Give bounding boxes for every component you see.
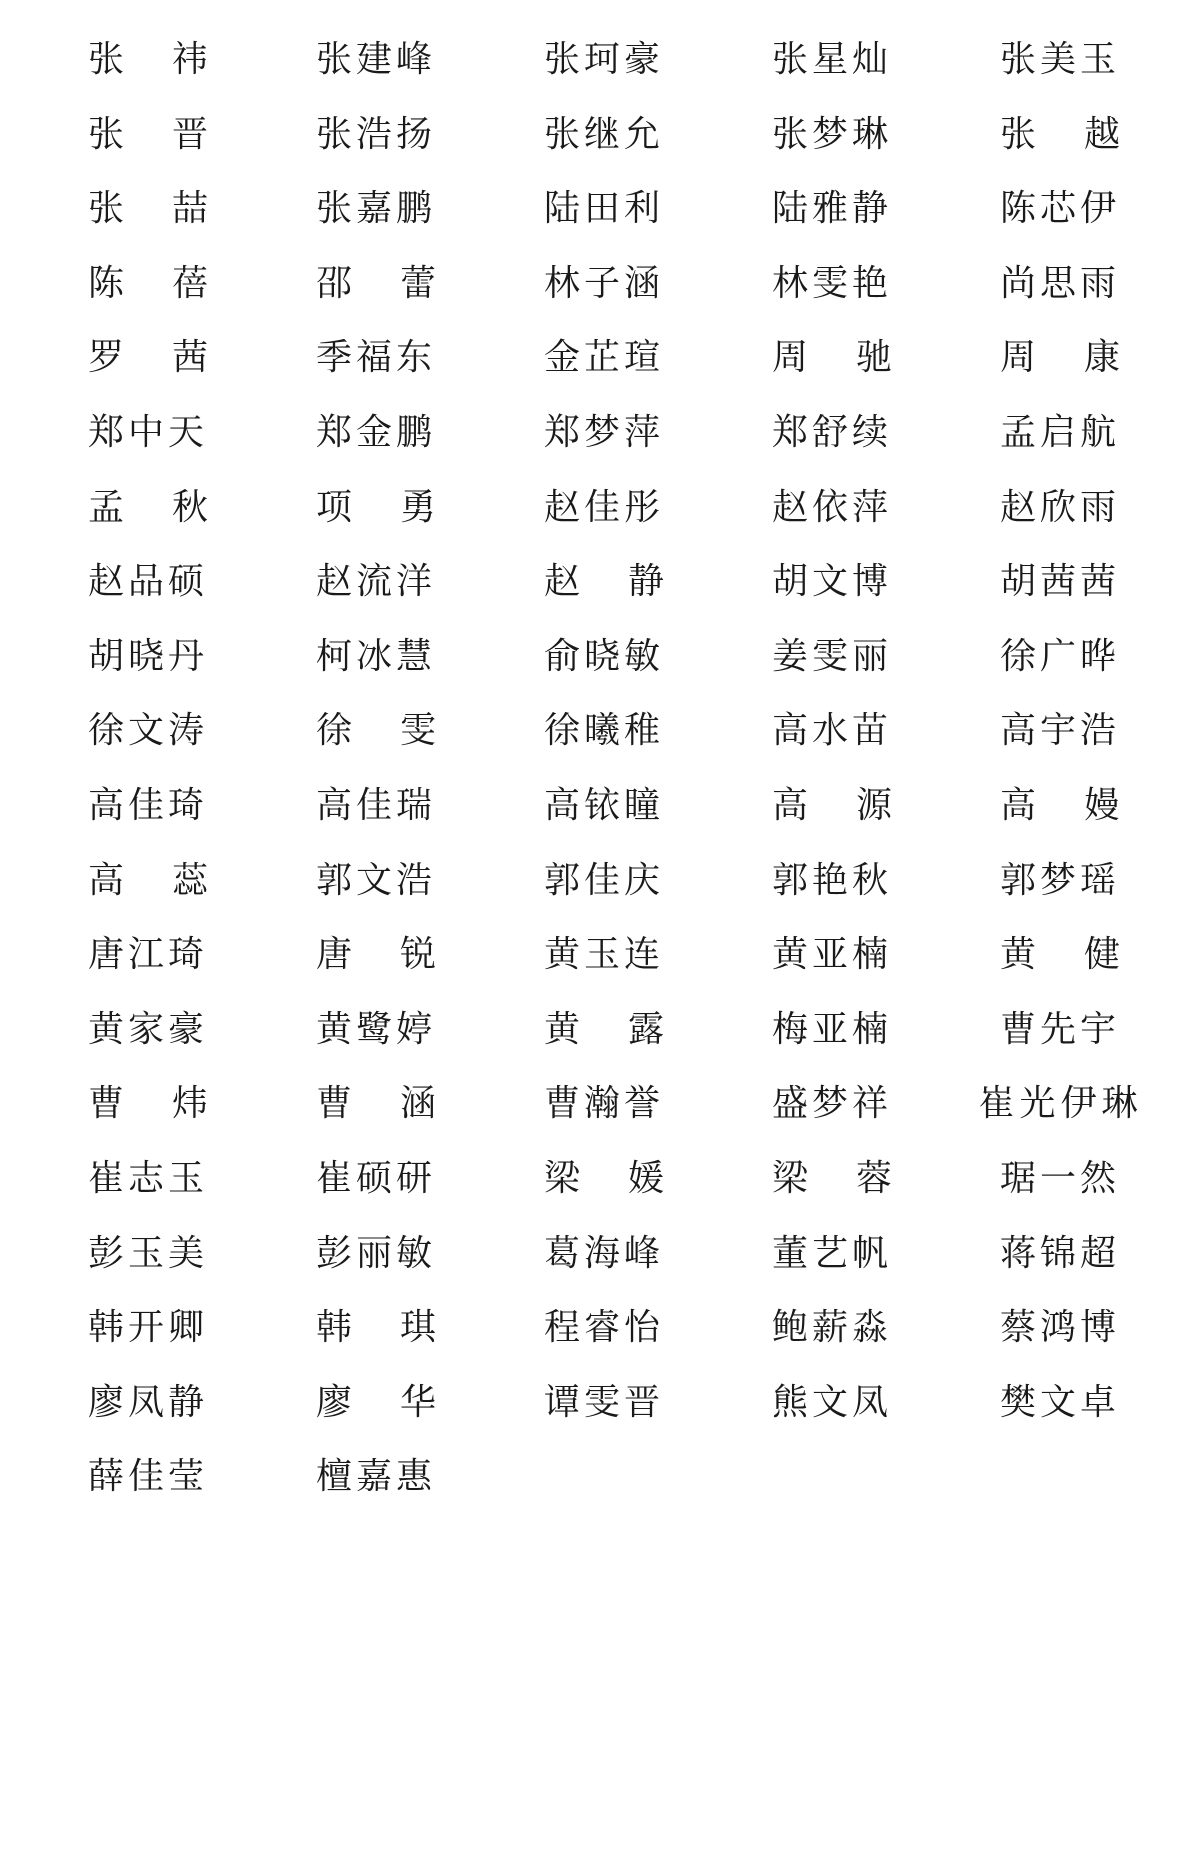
name-entry: 邵 蕾 xyxy=(315,262,436,304)
name-entry: 黄 玉 连 xyxy=(543,934,660,976)
name-entry: 孟 秋 xyxy=(87,486,208,528)
name-entry: 陈 芯 伊 xyxy=(999,188,1116,230)
name-entry: 项 勇 xyxy=(315,486,436,528)
name-entry: 唐 江 琦 xyxy=(87,934,204,976)
name-entry: 徐 广 晔 xyxy=(999,635,1116,677)
name-entry: 蒋 锦 超 xyxy=(999,1232,1116,1274)
name-entry: 郑 梦 萍 xyxy=(543,411,660,453)
name-entry: 俞 晓 敏 xyxy=(543,635,660,677)
name-entry: 彭 丽 敏 xyxy=(315,1232,432,1274)
name-entry: 赵 流 洋 xyxy=(315,561,432,603)
name-entry: 梁 媛 xyxy=(543,1157,664,1199)
name-entry: 高 水 苗 xyxy=(771,710,888,752)
name-entry: 廖 凤 静 xyxy=(87,1381,204,1423)
name-entry: 张 越 xyxy=(999,113,1120,155)
name-entry: 林 雯 艳 xyxy=(771,262,888,304)
name-entry: 梅 亚 楠 xyxy=(771,1008,888,1050)
name-entry: 季 福 东 xyxy=(315,337,432,379)
name-entry: 盛 梦 祥 xyxy=(771,1083,888,1125)
name-entry: 赵 静 xyxy=(543,561,664,603)
name-entry: 曹 炜 xyxy=(87,1083,208,1125)
name-entry: 赵 欣 雨 xyxy=(999,486,1116,528)
name-entry: 黄 鹭 婷 xyxy=(315,1008,432,1050)
name-entry: 周 康 xyxy=(999,337,1120,379)
name-entry: 郭 梦 瑶 xyxy=(999,859,1116,901)
name-entry: 张 喆 xyxy=(87,188,208,230)
name-entry: 张 梦 琳 xyxy=(771,113,888,155)
name-entry: 高 嫚 xyxy=(999,784,1120,826)
name-list xyxy=(86,34,1203,1526)
name-entry: 曹 涵 xyxy=(315,1083,436,1125)
name-entry: 樊 文 卓 xyxy=(999,1381,1116,1423)
name-entry: 胡 茜 茜 xyxy=(999,561,1116,603)
name-entry: 周 驰 xyxy=(771,337,892,379)
name-entry: 黄 健 xyxy=(999,934,1120,976)
name-entry: 赵 品 硕 xyxy=(87,561,204,603)
name-entry: 高 宇 浩 xyxy=(999,710,1116,752)
name-entry: 郭 文 浩 xyxy=(315,859,432,901)
name-entry: 陆 田 利 xyxy=(543,188,660,230)
name-entry: 张 继 允 xyxy=(543,113,660,155)
name-entry: 郑 中 天 xyxy=(87,411,204,453)
name-entry: 董 艺 帆 xyxy=(771,1232,888,1274)
name-entry: 孟 启 航 xyxy=(999,411,1116,453)
name-entry: 尚 思 雨 xyxy=(999,262,1116,304)
name-entry: 罗 茜 xyxy=(87,337,208,379)
name-entry: 徐 曦 稚 xyxy=(543,710,660,752)
name-entry: 崔 硕 研 xyxy=(315,1157,432,1199)
name-entry: 程 睿 怡 xyxy=(543,1307,660,1349)
name-entry: 张 浩 扬 xyxy=(315,113,432,155)
name-entry: 韩 开 卿 xyxy=(87,1307,204,1349)
name-entry: 廖 华 xyxy=(315,1381,436,1423)
name-entry: 檀 嘉 惠 xyxy=(315,1456,432,1498)
name-entry: 梁 蓉 xyxy=(771,1157,892,1199)
name-entry: 张 嘉 鹏 xyxy=(315,188,432,230)
name-entry: 张 美 玉 xyxy=(999,39,1116,80)
name-entry: 张 建 峰 xyxy=(315,39,432,80)
name-entry: 赵 依 萍 xyxy=(771,486,888,528)
name-entry: 曹 瀚 誉 xyxy=(543,1083,660,1125)
name-entry: 崔 志 玉 xyxy=(87,1157,204,1199)
name-entry: 姜 雯 丽 xyxy=(771,635,888,677)
name-entry: 蔡 鸿 博 xyxy=(999,1307,1116,1349)
name-entry: 徐 文 涛 xyxy=(87,710,204,752)
name-entry: 黄 家 豪 xyxy=(87,1008,204,1050)
name-entry: 张 祎 xyxy=(87,39,208,80)
name-entry: 张 珂 豪 xyxy=(543,39,660,80)
name-entry: 谭 雯 晋 xyxy=(543,1381,660,1423)
name-entry: 张 晋 xyxy=(87,113,208,155)
name-entry: 高 佳 琦 xyxy=(87,784,204,826)
name-entry: 郭 佳 庆 xyxy=(543,859,660,901)
name-entry: 高 佳 瑞 xyxy=(315,784,432,826)
name-entry: 胡 文 博 xyxy=(771,561,888,603)
name-entry: 陆 雅 静 xyxy=(771,188,888,230)
name-entry: 黄 亚 楠 xyxy=(771,934,888,976)
name-entry: 徐 雯 xyxy=(315,710,436,752)
name-entry: 黄 露 xyxy=(543,1008,664,1050)
name-entry: 曹 先 宇 xyxy=(999,1008,1116,1050)
name-entry: 陈 蓓 xyxy=(87,262,208,304)
name-entry: 高 蕊 xyxy=(87,859,208,901)
name-entry: 鲍 薪 淼 xyxy=(771,1307,888,1349)
name-entry: 郑 舒 续 xyxy=(771,411,888,453)
name-entry: 韩 琪 xyxy=(315,1307,436,1349)
name-entry: 高 铱 瞳 xyxy=(543,784,660,826)
name-entry: 葛 海 峰 xyxy=(543,1232,660,1274)
name-entry: 金 芷 瑄 xyxy=(543,337,660,379)
name-entry: 彭 玉 美 xyxy=(87,1232,204,1274)
name-entry: 柯 冰 慧 xyxy=(315,635,432,677)
name-entry: 琚 一 然 xyxy=(999,1157,1116,1199)
name-entry: 唐 锐 xyxy=(315,934,436,976)
name-entry: 林 子 涵 xyxy=(543,262,660,304)
name-entry: 郭 艳 秋 xyxy=(771,859,888,901)
name-entry: 高 源 xyxy=(771,784,892,826)
name-entry: 胡 晓 丹 xyxy=(87,635,204,677)
name-entry: 张 星 灿 xyxy=(771,39,888,80)
name-entry: 赵 佳 彤 xyxy=(543,486,660,528)
name-entry: 郑 金 鹏 xyxy=(315,411,432,453)
name-entry: 熊 文 凤 xyxy=(771,1381,888,1423)
name-entry: 薛 佳 莹 xyxy=(87,1456,204,1498)
name-entry: 崔 光 伊 琳 xyxy=(978,1083,1138,1125)
